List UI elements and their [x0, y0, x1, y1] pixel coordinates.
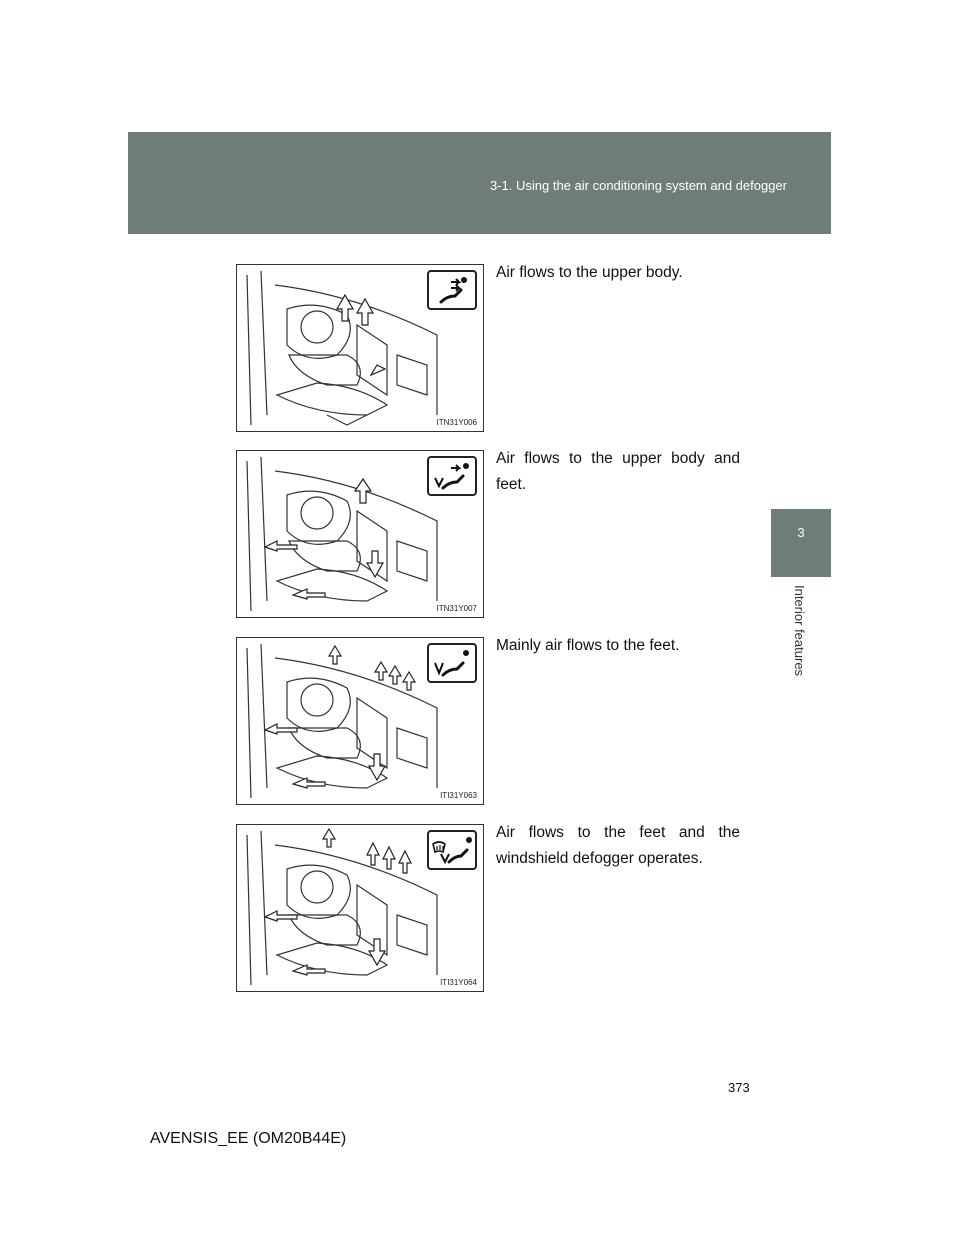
- airflow-figure-feet: [236, 637, 484, 805]
- figure-code: ITN31Y007: [436, 604, 477, 613]
- page-number: 373: [728, 1080, 750, 1095]
- figure-code: ITN31Y006: [436, 418, 477, 427]
- airflow-figure-upper-body-feet: [236, 450, 484, 618]
- section-title: 3-1. Using the air conditioning system and defogger: [489, 178, 787, 193]
- mode-description: Mainly air flows to the feet.: [496, 637, 680, 654]
- chapter-tab[interactable]: [771, 509, 831, 577]
- figure-code: ITI31Y064: [440, 978, 477, 987]
- mode-description: Air flows to the feet and the windshield defogger operates.: [496, 824, 740, 867]
- chapter-label: Interior features: [792, 585, 807, 677]
- foot-vent-icon: [427, 643, 477, 683]
- airflow-figure-feet-defog: [236, 824, 484, 992]
- airflow-figure-upper-body: [236, 264, 484, 432]
- figure-code: ITI31Y063: [440, 791, 477, 800]
- chapter-number: 3: [797, 525, 805, 540]
- foot-defog-vent-icon: [427, 830, 477, 870]
- bi-level-vent-icon: [427, 456, 477, 496]
- face-vent-icon: [427, 270, 477, 310]
- section-header-band: [128, 132, 831, 234]
- mode-description: Air flows to the upper body and feet.: [496, 450, 740, 493]
- manual-code: AVENSIS_EE (OM20B44E): [150, 1130, 347, 1147]
- mode-description: Air flows to the upper body.: [496, 264, 683, 281]
